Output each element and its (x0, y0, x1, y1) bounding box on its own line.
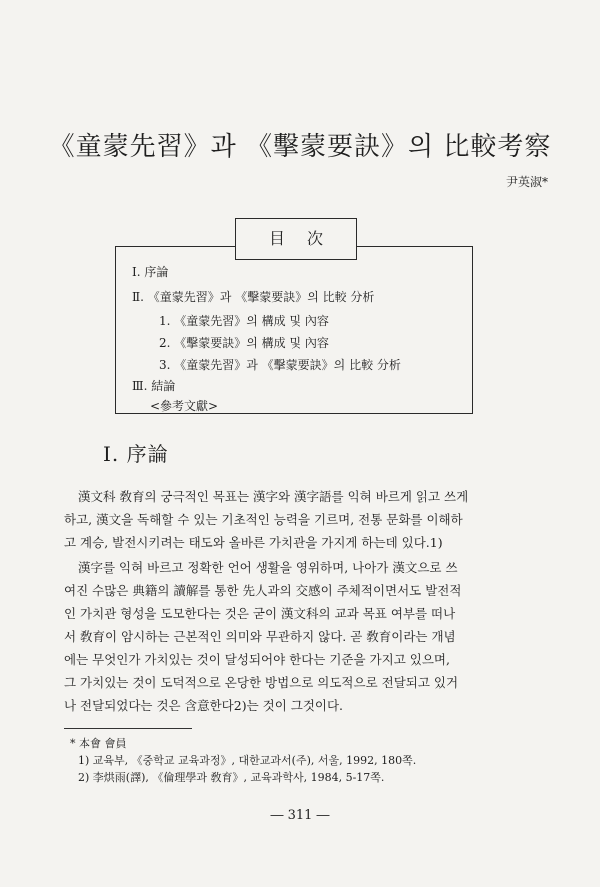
toc-item-2: Ⅱ. 《童蒙先習》과 《擊蒙要訣》의 比較 分析 (132, 290, 375, 304)
paragraph-line: 漢字를 익혀 바르고 정확한 언어 생활을 영위하며, 나아가 漢文으로 쓰 (78, 560, 458, 575)
toc-heading: 目次 (235, 218, 357, 260)
toc-item-6: Ⅲ. 結論 (132, 379, 176, 393)
paragraph-line: 인 가치관 형성을 도모한다는 것은 굳이 漢文科의 교과 목표 여부를 떠나 (64, 606, 456, 621)
paragraph-line: 하고, 漢文을 독해할 수 있는 기초적인 능력을 기르며, 전통 문화를 이해하 (64, 512, 463, 527)
paragraph-1 (64, 485, 540, 554)
toc-item-1: Ⅰ. 序論 (132, 265, 169, 279)
section-heading: Ⅰ. 序論 (103, 442, 169, 466)
paragraph-line: 서 敎育이 암시하는 근본적인 의미와 무관하지 않다. 곧 敎育이라는 개념 (64, 629, 456, 644)
footnote-author-note: * 本會 會員 (70, 737, 127, 750)
author-name: 尹英淑* (505, 175, 548, 189)
paragraph-line: 그 가치있는 것이 도덕적으로 온당한 방법으로 의도적으로 전달되고 있거 (64, 675, 459, 690)
paragraph-line: 여진 수많은 典籍의 讀解를 통한 先人과의 交感이 주체적이면서도 발전적 (64, 583, 462, 598)
toc-item-4: 2. 《擊蒙要訣》의 構成 및 內容 (159, 336, 329, 350)
toc-item-3: 1. 《童蒙先習》의 構成 및 內容 (159, 314, 329, 328)
paragraph-line: 漢文科 敎育의 궁극적인 목표는 漢字와 漢字語를 익혀 바르게 읽고 쓰게 (78, 489, 469, 504)
paragraph-2 (64, 556, 540, 717)
toc-item-7: <參考文獻> (150, 399, 219, 413)
paper-title: 《童蒙先習》과 《擊蒙要訣》의 比較考察 (48, 132, 552, 162)
toc-item-5: 3. 《童蒙先習》과 《擊蒙要訣》의 比較 分析 (159, 358, 401, 372)
page-number: ― 311 ― (270, 808, 330, 823)
paragraph-line: 나 전달되었다는 것은 含意한다2)는 것이 그것이다. (64, 698, 344, 713)
footnote-divider (64, 728, 192, 729)
footnote-1: 1) 교육부, 《중학교 교육과정》, 대한교과서(주), 서울, 1992, 180쪽. (78, 754, 417, 767)
paragraph-line: 에는 무엇인가 가치있는 것이 달성되어야 한다는 기준을 가지고 있으며, (64, 652, 450, 667)
footnote-2: 2) 李烘雨(譯), 《倫理學과 敎育》, 교육과학사, 1984, 5-17쪽. (78, 771, 385, 784)
paragraph-line: 고 계승, 발전시키려는 태도와 올바른 가치관을 가지게 하는데 있다.1) (64, 535, 443, 550)
